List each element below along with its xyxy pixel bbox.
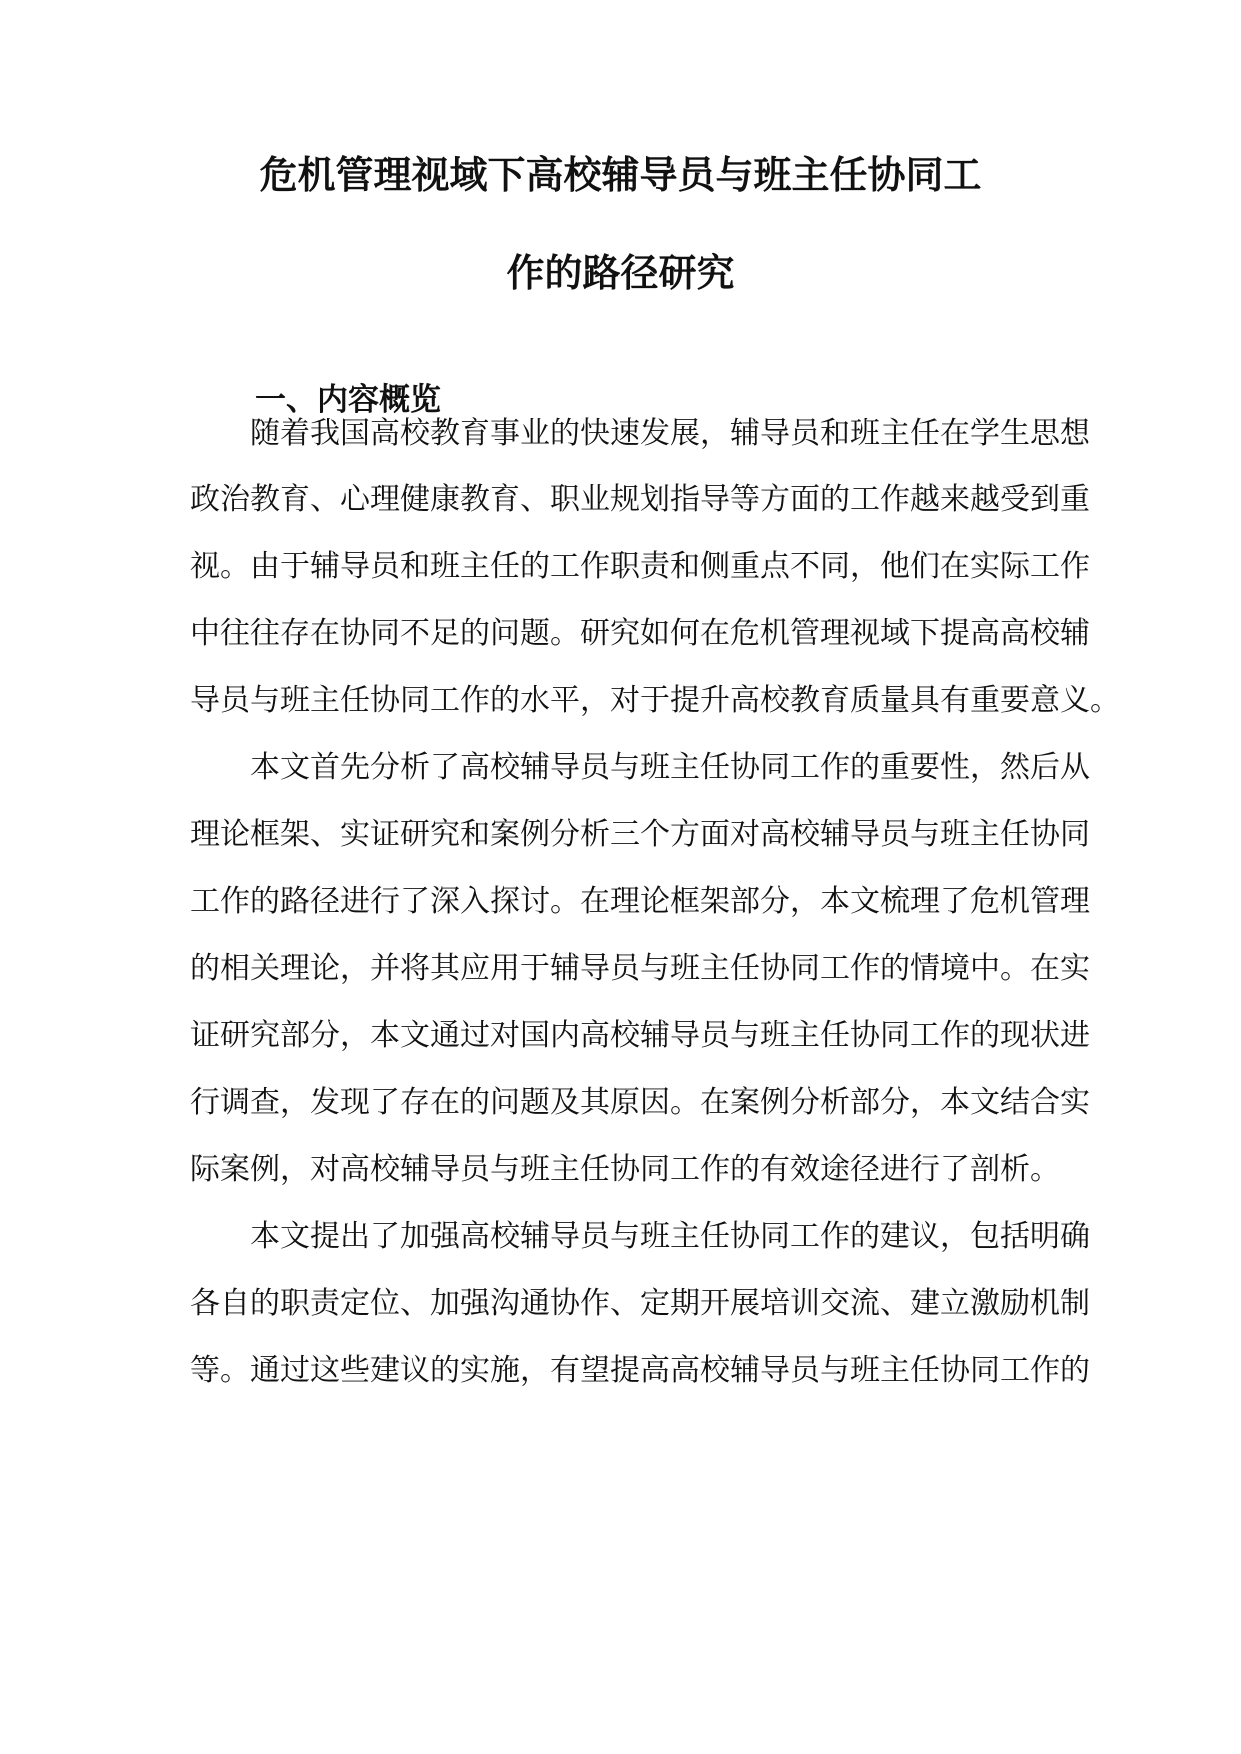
paragraph-1-line-2: 政治教育、心理健康教育、职业规划指导等方面的工作越来越受到重 xyxy=(190,482,1090,517)
paragraph-1-line-1: 随着我国高校教育事业的快速发展，辅导员和班主任在学生思想 xyxy=(250,416,1090,451)
document-title-line-2: 作的路径研究 xyxy=(506,250,735,295)
paragraph-2-line-7: 际案例，对高校辅导员与班主任协同工作的有效途径进行了剖析。 xyxy=(190,1152,1060,1187)
paragraph-2-line-2: 理论框架、实证研究和案例分析三个方面对高校辅导员与班主任协同 xyxy=(190,817,1090,852)
paragraph-2-line-6: 行调查，发现了存在的问题及其原因。在案例分析部分，本文结合实 xyxy=(190,1085,1090,1120)
paragraph-2-line-1: 本文首先分析了高校辅导员与班主任协同工作的重要性，然后从 xyxy=(250,750,1090,785)
paragraph-1-line-4: 中往往存在协同不足的问题。研究如何在危机管理视域下提高高校辅 xyxy=(190,616,1090,651)
paragraph-2-line-5: 证研究部分，本文通过对国内高校辅导员与班主任协同工作的现状进 xyxy=(190,1018,1090,1053)
paragraph-3-line-3: 等。通过这些建议的实施，有望提高高校辅导员与班主任协同工作的 xyxy=(190,1353,1090,1388)
paragraph-2-line-3: 工作的路径进行了深入探讨。在理论框架部分，本文梳理了危机管理 xyxy=(190,884,1090,919)
paragraph-3-line-2: 各自的职责定位、加强沟通协作、定期开展培训交流、建立激励机制 xyxy=(190,1286,1090,1321)
section-heading-overview: 一、内容概览 xyxy=(255,382,441,418)
paragraph-3-line-1: 本文提出了加强高校辅导员与班主任协同工作的建议，包括明确 xyxy=(250,1219,1090,1254)
paragraph-2-line-4: 的相关理论，并将其应用于辅导员与班主任协同工作的情境中。在实 xyxy=(190,951,1090,986)
paragraph-1-line-5: 导员与班主任协同工作的水平，对于提升高校教育质量具有重要意义。 xyxy=(190,683,1120,718)
document-title-line-1: 危机管理视域下高校辅导员与班主任协同工 xyxy=(259,152,982,197)
paragraph-1-line-3: 视。由于辅导员和班主任的工作职责和侧重点不同，他们在实际工作 xyxy=(190,549,1090,584)
